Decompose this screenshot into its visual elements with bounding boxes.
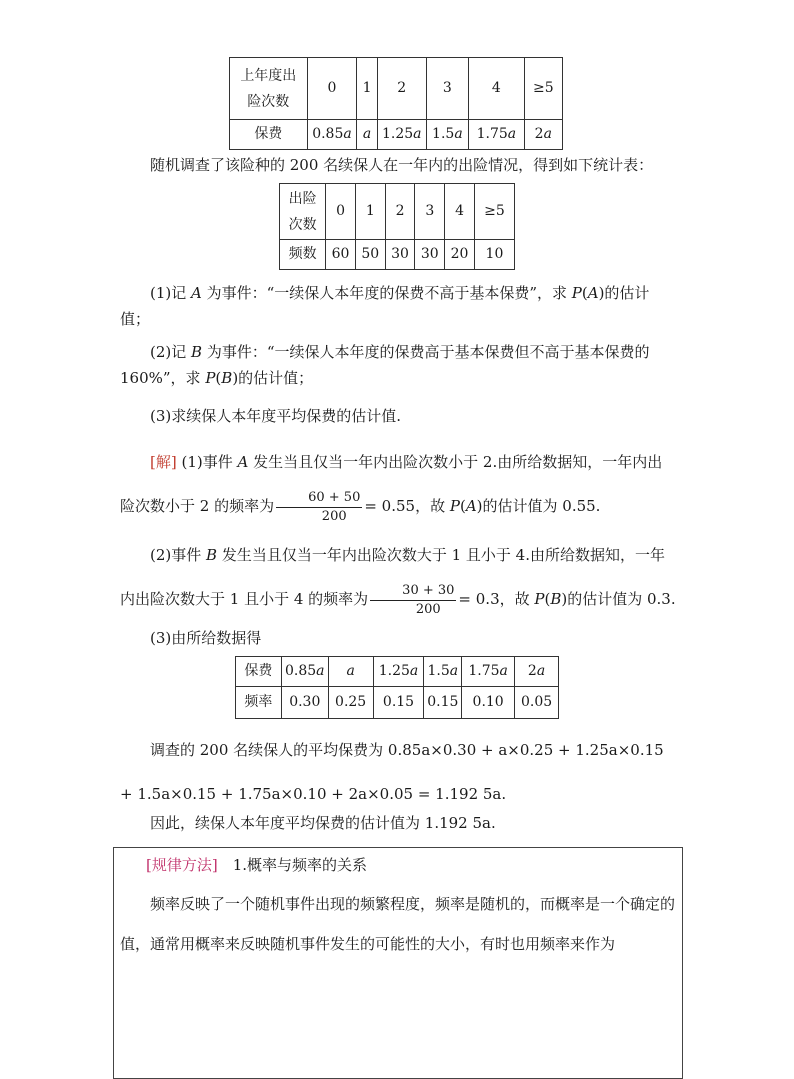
rate-table-rate: 0.15 [373, 687, 424, 719]
claims-table-freq-label: 频数 [280, 240, 326, 270]
rate-table-fee: 1.5a [424, 657, 462, 687]
method-box [113, 847, 683, 1079]
conclusion-text: 因此，续保人本年度平均保费的估计值为 1.192 5a. [150, 814, 496, 832]
rate-table-fee-label: 保费 [236, 657, 282, 687]
claims-table-count: ≥5 [474, 184, 514, 240]
premium-table-count: 0 [307, 58, 357, 120]
solution-tag: [解] [150, 453, 177, 471]
premium-table-count: 4 [469, 58, 524, 120]
premium-table-fee: 1.5a [426, 120, 469, 150]
premium-table-fee: 2a [524, 120, 562, 150]
method-body: 频率反映了一个随机事件出现的频繁程度，频率是随机的，而概率是一个确定的值，通常用概率来反映随机事件发生的可能性的大小，有时也用频率来作为 [120, 895, 676, 953]
premium-table-fee: 1.25a [377, 120, 426, 150]
rate-table-rate: 0.05 [515, 687, 559, 719]
intro-text: 随机调查了该险种的 200 名续保人在一年内的出险情况，得到如下统计表： [150, 156, 654, 174]
claims-table-label: 出险 次数 [280, 184, 326, 240]
premium-table-fee-label: 保费 [230, 120, 308, 150]
question-2: (2)记 B 为事件：“一续保人本年度的保费高于基本保费但不高于基本保费的 160%”，求 P(B)的估计值； [120, 343, 650, 387]
claims-table-freq: 10 [474, 240, 514, 270]
fraction: $\frac{60 + 50}{200}$ [276, 489, 362, 526]
premium-table [229, 57, 563, 150]
claims-table-freq: 30 [415, 240, 445, 270]
claims-table-count: 0 [326, 184, 356, 240]
fraction: $\frac{30 + 30}{200}$ [370, 582, 456, 619]
average-fee-calculation: 调查的 200 名续保人的平均保费为 0.85a×0.30 + a×0.25 + 1.25a×0.15 + 1.5a×0.15 + 1.75a×0.10 + 2a×0.05 = 1.192 5a. [120, 741, 664, 803]
rate-table-rate: 0.25 [328, 687, 373, 719]
rate-table-rate: 0.30 [281, 687, 328, 719]
premium-table-fee: 0.85a [307, 120, 357, 150]
solution-part-1: [解] (1)事件 A 发生当且仅当一年内出险次数小于 2.由所给数据知，一年内出险次数小于 2 的频率为 $\frac{60 + 50}{200}$ = 0.55，故 P(A)的估计值为 0.55. [120, 453, 663, 524]
premium-table-fee: 1.75a [469, 120, 524, 150]
rate-table-fee: 1.25a [373, 657, 424, 687]
claims-table-freq: 50 [355, 240, 385, 270]
premium-table-count: ≥5 [524, 58, 562, 120]
claims-table-count: 3 [415, 184, 445, 240]
rate-table-fee: 0.85a [281, 657, 328, 687]
premium-table-header-label: 上年度出 险次数 [230, 58, 308, 120]
rate-table-fee: a [328, 657, 373, 687]
claims-table-count: 4 [445, 184, 475, 240]
premium-table-fee: a [357, 120, 378, 150]
question-3: (3)求续保人本年度平均保费的估计值. [150, 407, 402, 425]
rate-table-fee: 2a [515, 657, 559, 687]
rate-table-rate-label: 频率 [236, 687, 282, 719]
solution-part-2: (2)事件 B 发生当且仅当一年内出险次数大于 1 且小于 4.由所给数据知，一年内出险次数大于 1 且小于 4 的频率为 $\frac{30 + 30}{200}$ = 0.3，故 P(B)的估计值为 0.3. [120, 546, 676, 617]
premium-rate-table [235, 656, 559, 719]
rate-table-fee: 1.75a [462, 657, 515, 687]
claims-frequency-table [279, 183, 515, 270]
method-tag: [规律方法] [146, 856, 218, 874]
claims-table-count: 2 [385, 184, 415, 240]
method-heading: [规律方法] 1.概率与频率的关系 [146, 856, 368, 874]
premium-table-count: 2 [377, 58, 426, 120]
claims-table-freq: 20 [445, 240, 475, 270]
claims-table-count: 1 [355, 184, 385, 240]
question-1: (1)记 A 为事件：“一续保人本年度的保费不高于基本保费”，求 P(A)的估计值； [120, 284, 650, 328]
premium-table-count: 3 [426, 58, 469, 120]
claims-table-freq: 30 [385, 240, 415, 270]
solution-part-3: (3)由所给数据得 [150, 629, 262, 647]
rate-table-rate: 0.15 [424, 687, 462, 719]
premium-table-count: 1 [357, 58, 378, 120]
rate-table-rate: 0.10 [462, 687, 515, 719]
claims-table-freq: 60 [326, 240, 356, 270]
